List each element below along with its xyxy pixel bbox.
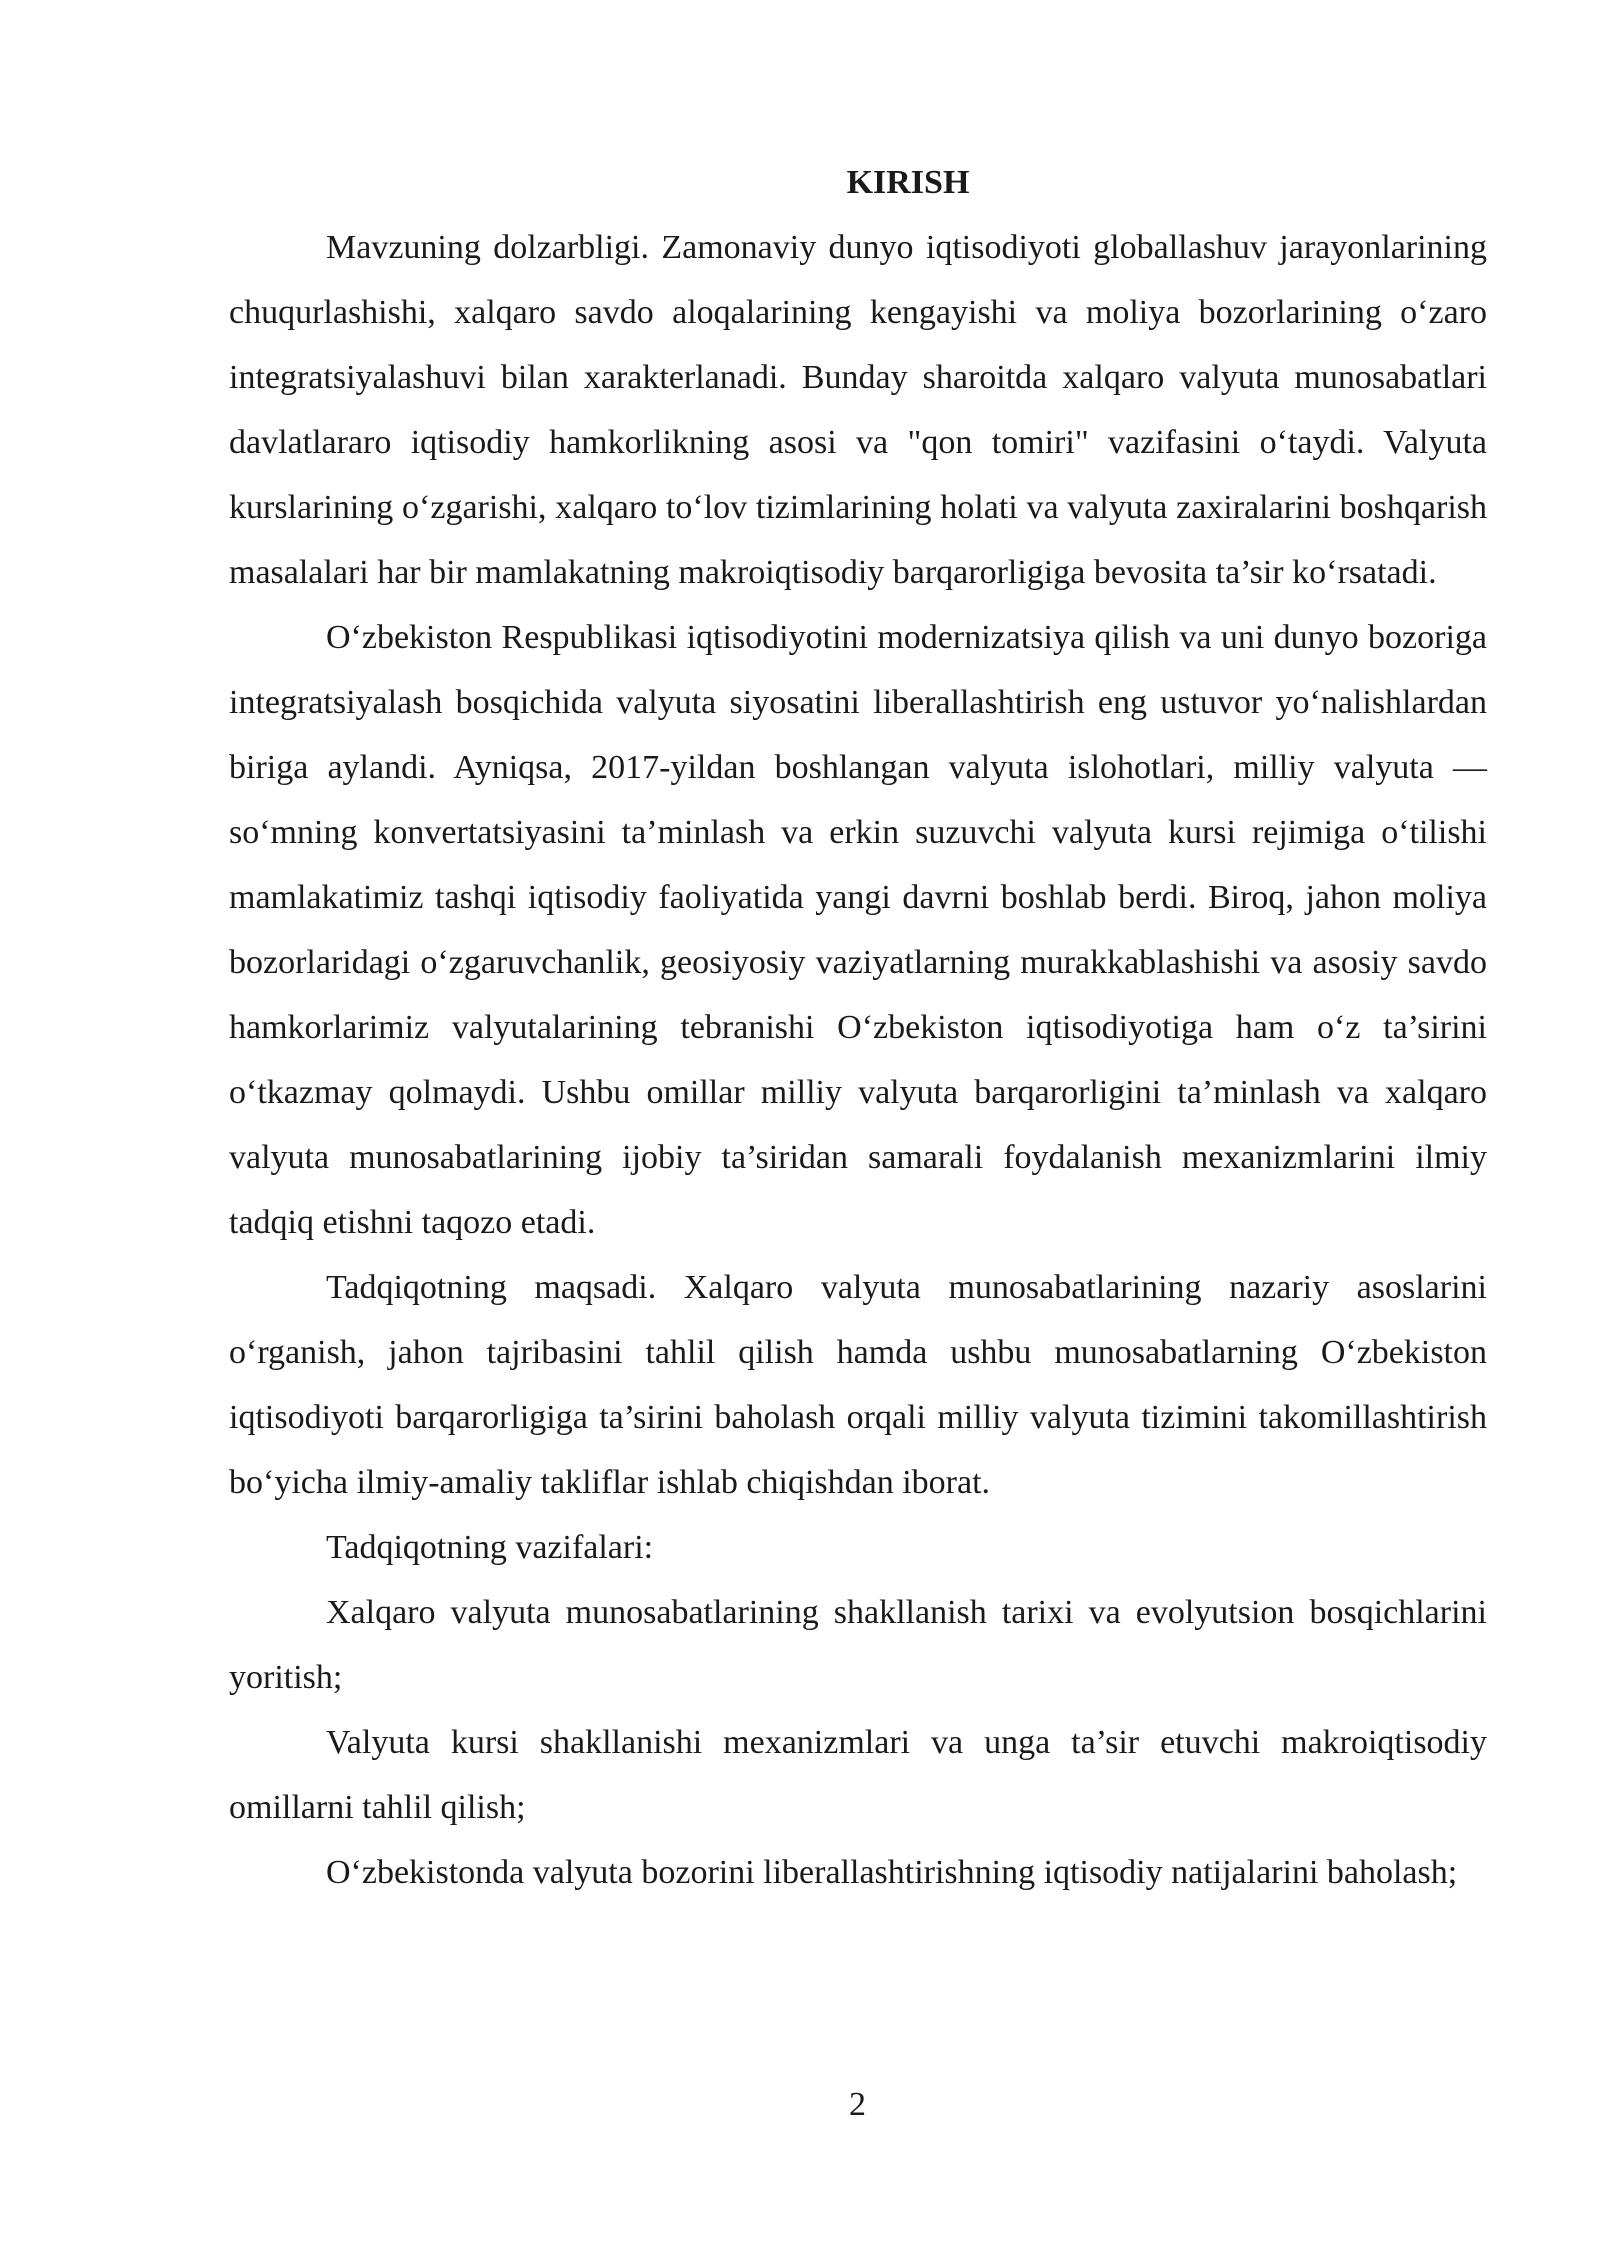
paragraph-task-3: O‘zbekistonda valyuta bozorini liberallashtirishning iqtisodiy natijalarini baholash; [326, 1854, 1458, 1891]
paragraph-relevance: Mavzuning dolzarbligi. Zamonaviy dunyo iqtisodiyoti globallashuv jarayonlarining chuqurlashishi, xalqaro savdo aloqalarining kengayishi va moliya bozorlarining o‘zaro integratsiyalashuvi bilan xarakterlanadi. Bunday sharoitda xalqaro valyuta munosabatlari davlatlararo iqtisodiy hamkorlikning asosi va "qon tomiri" vazifasini o‘taydi. Valyuta kurslarining o‘zgarishi, xalqaro to‘lov tizimlarining holati va valyuta zaxiralarini boshqarish masalalari har bir mamlakatning makroiqtisodiy barqarorligiga bevosita ta’sir ko‘rsatadi. [229, 229, 1487, 591]
paragraph-research-goal: Tadqiqotning maqsadi. Xalqaro valyuta munosabatlarining nazariy asoslarini o‘rganish, jahon tajribasini tahlil qilish hamda ushbu munosabatlarning O‘zbekiston iqtisodiyoti barqarorligiga ta’sirini baholash orqali milliy valyuta tizimini takomillashtirish bo‘yicha ilmiy-amaliy takliflar ishlab chiqishdan iborat. [229, 1269, 1487, 1501]
paragraph-task-2: Valyuta kursi shakllanishi mexanizmlari va unga ta’sir etuvchi makroiqtisodiy omillarni tahlil qilish; [229, 1724, 1487, 1826]
document-page [229, 150, 1487, 1905]
section-title: KIRISH [846, 164, 970, 201]
paragraph-uzbekistan-context: O‘zbekiston Respublikasi iqtisodiyotini modernizatsiya qilish va uni dunyo bozoriga integratsiyalash bosqichida valyuta siyosatini liberallashtirish eng ustuvor yo‘nalishlardan biriga aylandi. Ayniqsa, 2017-yildan boshlangan valyuta islohotlari, milliy valyuta — so‘mning konvertatsiyasini ta’minlash va erkin suzuvchi valyuta kursi rejimiga o‘tilishi mamlakatimiz tashqi iqtisodiy faoliyatida yangi davrni boshlab berdi. Biroq, jahon moliya bozorlaridagi o‘zgaruvchanlik, geosiyosiy vaziyatlarning murakkablashishi va asosiy savdo hamkorlarimiz valyutalarining tebranishi O‘zbekiston iqtisodiyotiga ham o‘z ta’sirini o‘tkazmay qolmaydi. Ushbu omillar milliy valyuta barqarorligini ta’minlash va xalqaro valyuta munosabatlarining ijobiy ta’siridan samarali foydalanish mexanizmlarini ilmiy tadqiq etishni taqozo etadi. [229, 619, 1487, 1241]
paragraph-task-1: Xalqaro valyuta munosabatlarining shakllanish tarixi va evolyutsion bosqichlarini yoritish; [229, 1594, 1487, 1696]
page-number: 2 [849, 2086, 866, 2123]
paragraph-research-tasks-heading: Tadqiqotning vazifalari: [326, 1529, 654, 1566]
